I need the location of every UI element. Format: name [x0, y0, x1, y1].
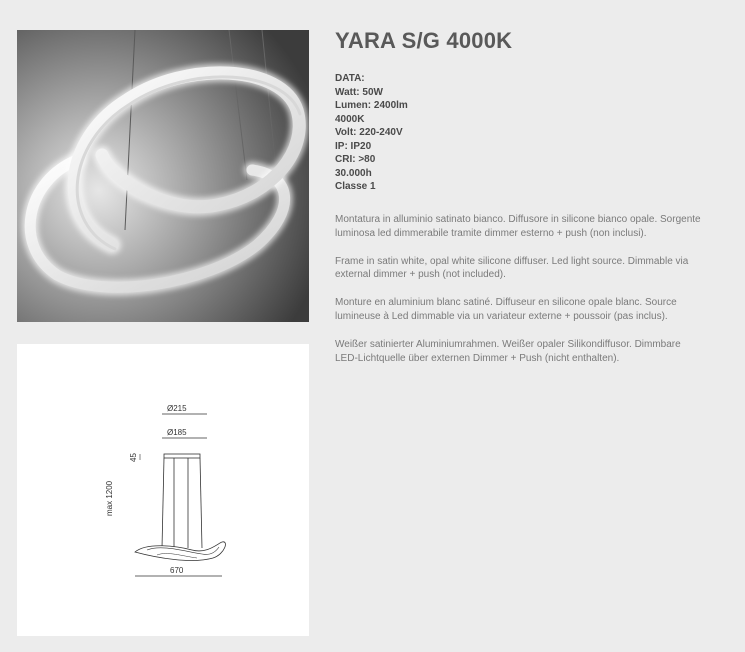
description-italian: Montatura in alluminio satinato bianco. Diffusore in silicone bianco opale. Sorgente luminosa led dimmerabile tramite dimmer esterno + push (non inclusi).	[335, 214, 701, 239]
description-english: Frame in satin white, opal white silicone diffuser. Led light source. Dimmable via external dimmer + push (not included).	[335, 255, 689, 281]
spec-heading: DATA:	[335, 73, 365, 84]
description-block	[335, 213, 705, 379]
spec-lifetime: 30.000h	[335, 167, 372, 179]
spec-cri: CRI: >80	[335, 154, 376, 165]
spec-volt: Volt: 220-240V	[335, 127, 403, 138]
dim-max-height-label: max 1200	[105, 480, 114, 516]
canopy-shape	[164, 454, 200, 458]
spec-color-temp: 4000K	[335, 113, 365, 125]
product-title: YARA S/G 4000K	[335, 28, 513, 53]
dim-canopy-outer-label: Ø215	[167, 404, 187, 413]
dim-canopy-inner-label: Ø185	[167, 428, 187, 437]
spec-class: Classe 1	[335, 181, 376, 192]
spec-lumen: Lumen: 2400lm	[335, 100, 408, 111]
lamp-side-view	[135, 542, 225, 561]
spec-ip: IP: IP20	[335, 140, 372, 152]
product-photo-graphic	[17, 30, 309, 322]
spec-watt: Watt: 50W	[335, 86, 383, 98]
spec-list	[335, 72, 725, 194]
description-german: Weißer satinierter Aluminiumrahmen. Weißer opaler Silikondiffusor. Dimmbare LED-Lichtquelle über externen Dimmer + Push (nicht enthalten).	[335, 338, 681, 364]
technical-drawing	[17, 344, 309, 636]
dim-width-label: 670	[170, 566, 184, 575]
dim-canopy-height-label: 45	[129, 453, 138, 462]
description-french: Monture en aluminium blanc satiné. Diffuseur en silicone opale blanc. Source lumineuse à Led dimmable via un variateur externe + poussoir (pas inclus).	[335, 297, 677, 322]
product-photo	[17, 30, 309, 322]
technical-drawing-graphic	[17, 344, 309, 636]
